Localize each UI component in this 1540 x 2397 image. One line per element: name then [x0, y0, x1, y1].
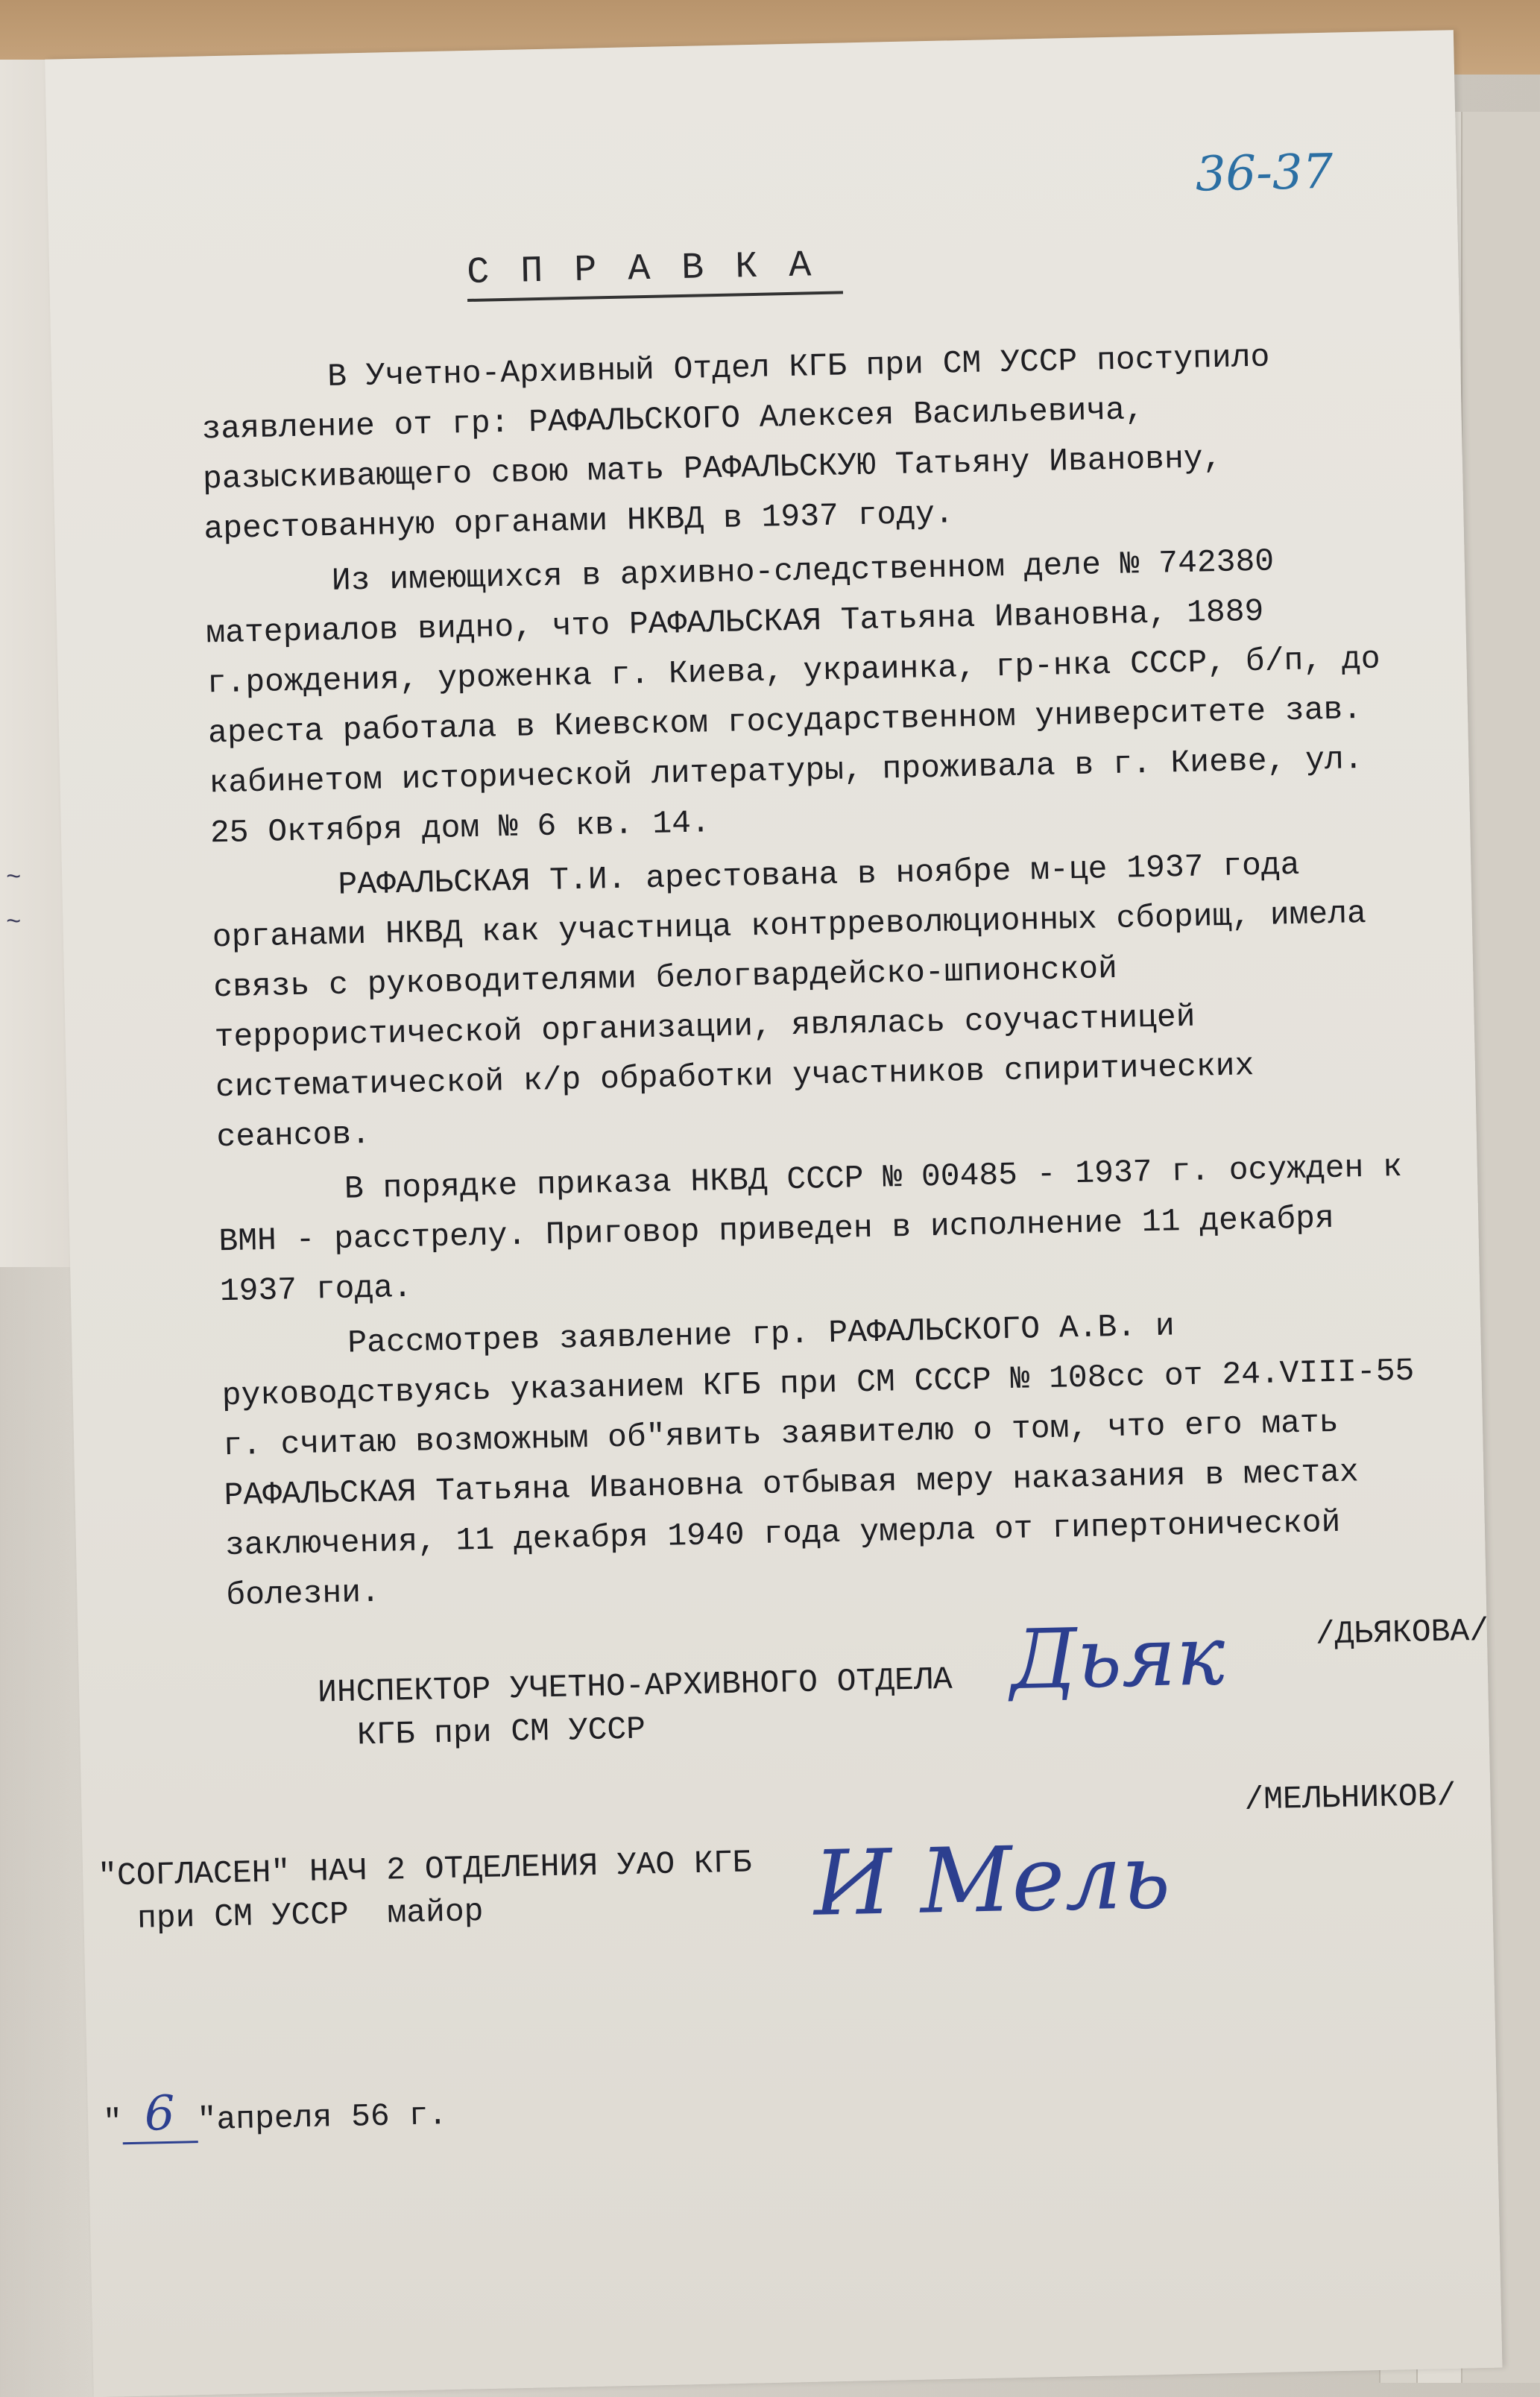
document-date — [102, 2086, 447, 2144]
date-day: 6 — [122, 2085, 198, 2144]
inspector-title-line2: КГБ при СМ УССР — [356, 1711, 646, 1754]
approval-title-line1: "СОГЛАСЕН" НАЧ 2 ОТДЕЛЕНИЯ УАО КГБ — [97, 1844, 752, 1895]
paragraph: В Учетно-Архивный Отдел КГБ при СМ УССР поступило заявление от гр: РАФАЛЬСКОГО Алексея Васильевича, разыскивающего свою мать РАФАЛЬСКУЮ Татьяну Ивановну, арестованную органами НКВД в 1937 году. — [201, 338, 1290, 548]
approval-handwritten-signature: И Мель — [812, 1825, 1172, 1936]
approval-title-line2: при СМ УССР майор — [136, 1893, 484, 1937]
paragraph: Рассмотрев заявление гр. РАФАЛЬСКОГО А.В. и руководствуясь указанием КГБ при СМ СССР № 108сс от 24.VIII-55 г. считаю возможным об"явить заявителю о том, что его мать РАФАЛЬСКАЯ Татьяна Ивановна отбывая меру наказания в местах заключения, 11 декабря 1940 года умерла от гипертонической болезни. — [221, 1307, 1434, 1614]
inspector-name: /ДЬЯКОВА/ — [1315, 1612, 1489, 1653]
paragraph: РАФАЛЬСКАЯ Т.И. арестована в ноябре м-це 1937 года органами НКВД как участница контрреволюционных сборищ, имела связь с руководителями белогвардейско-шпионской террористической организации, являлась соучастницей систематической к/р обработки участников спиритических сеансов. — [212, 846, 1386, 1156]
paragraph: Из имеющихся в архивно-следственном деле № 742380 материалов видно, что РАФАЛЬСКАЯ Татьяна Ивановна, 1889 г.рождения, уроженка г. Киева, украинка, гр-нка СССР, б/п, до ареста работала в Киевском государственном университете зав. кабинетом исторической литературы, проживала в г. Киеве, ул. 25 Октября дом № 6 кв. 14. — [205, 542, 1400, 852]
document-title: СПРАВКА — [467, 244, 843, 302]
approval-name: /МЕЛЬНИКОВ/ — [1243, 1777, 1457, 1819]
inspector-title — [318, 1658, 954, 1758]
inspector-title-line1: ИНСПЕКТОР УЧЕТНО-АРХИВНОГО ОТДЕЛА — [317, 1661, 953, 1711]
date-month-year: "апреля 56 г. — [197, 2097, 448, 2139]
document-body — [201, 329, 1434, 1625]
date-open-quote: " — [102, 2103, 123, 2141]
approval-title — [98, 1841, 754, 1941]
paragraph: В порядке приказа НКВД СССР № 00485 - 1937 г. осужден к ВМН - расстрелу. Приговор приведен в исполнение 11 декабря 1937 года. — [218, 1148, 1422, 1310]
left-page-ink-mark: ~ — [6, 865, 22, 893]
document-sheet — [45, 30, 1502, 2397]
file-number: 36-37 — [1195, 144, 1334, 203]
left-page-ink-mark: ~ — [6, 909, 22, 938]
inspector-handwritten-signature: Дьяк — [1009, 1608, 1226, 1708]
